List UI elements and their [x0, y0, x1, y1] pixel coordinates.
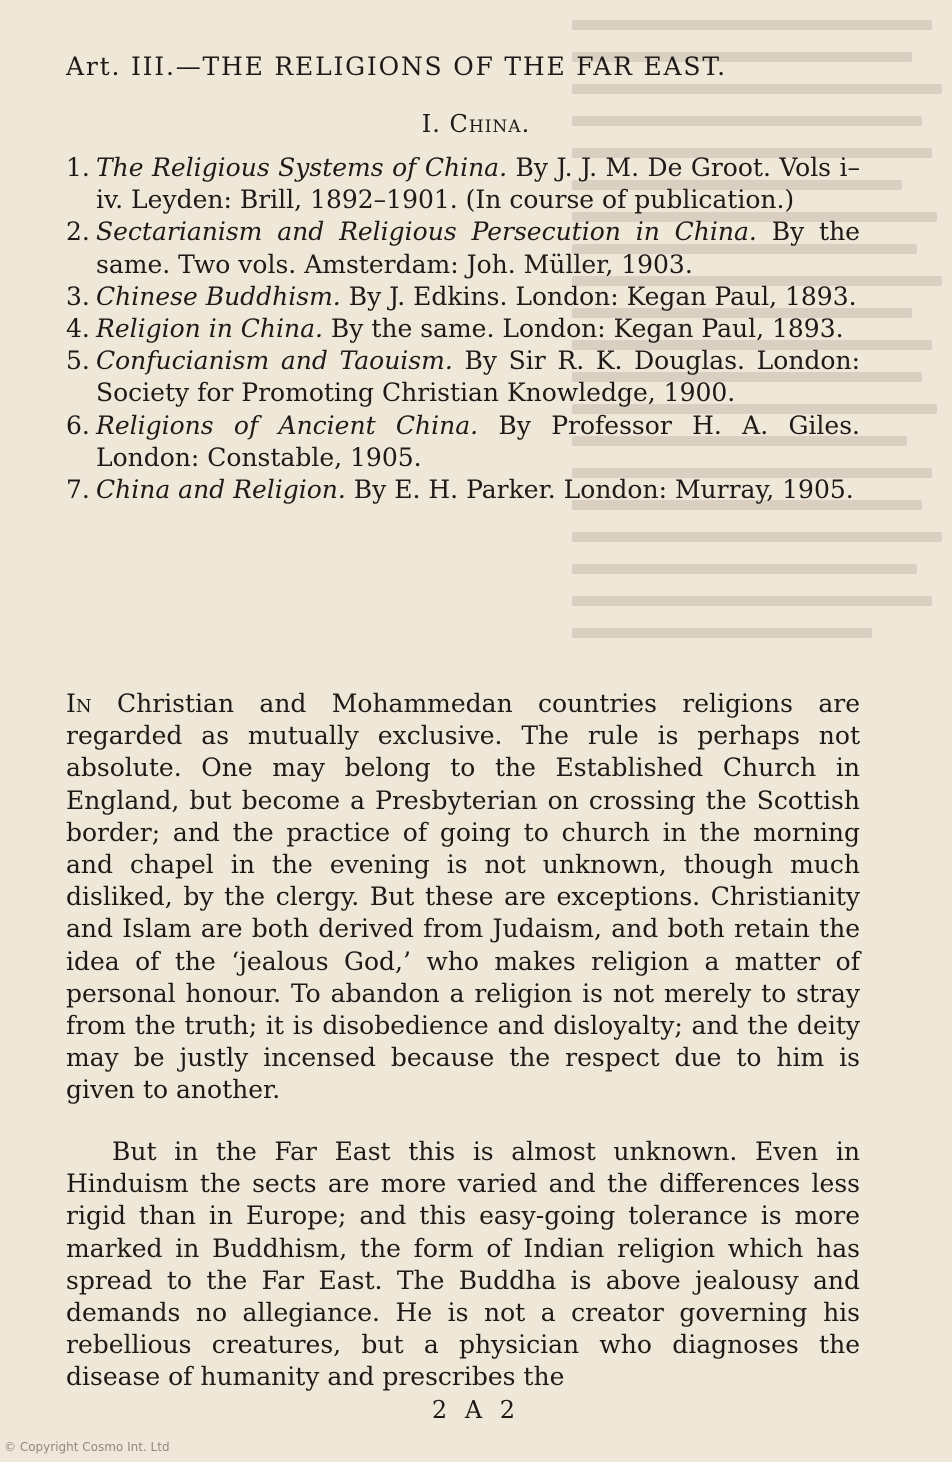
reference-item [66, 152, 860, 216]
reference-details: By Sir R. K. Douglas. London: Society for Promoting Christian Knowledge, 1900. [96, 346, 860, 408]
reference-item [66, 345, 860, 409]
reference-details: By J. J. M. De Groot. Vols i–iv. Leyden: Brill, 1892–1901. (In course of publication.) [96, 153, 860, 215]
article-title: Art. III.—THE RELIGIONS OF THE FAR EAST. [66, 52, 727, 81]
reference-number: 3. [66, 281, 90, 311]
reference-title: China and Religion. [96, 475, 346, 505]
reference-item [66, 474, 860, 506]
reference-details: By J. Edkins. London: Kegan Paul, 1893. [340, 281, 857, 311]
section-numeral: I. [421, 110, 441, 138]
reference-number: 5. [66, 346, 90, 376]
reference-title: The Religious Systems of China. [96, 153, 508, 182]
paragraph-lead-word: In [66, 689, 92, 718]
reference-number: 6. [66, 410, 90, 440]
reference-title: Religion in China. [96, 314, 323, 344]
copyright-watermark: © Copyright Cosmo Int. Ltd [4, 1440, 170, 1454]
paragraph-text: Christian and Mohammedan countries religions are regarded as mutually exclusive. The rule is perhaps not absolute. One may belong to the Established Church in England, but become a Presbyterian on crossing the Scottish border; and the practice of going to church in the morning and chapel in the evening is not unknown, though much disliked, by the clergy. But these are exceptions. Christianity and Islam are both derived from Judaism, and both retain the idea of the ‘jealous God,’ who makes religion a matter of personal honour. To abandon a religion is not merely to stray from the truth; it is disobedience and disloyalty; and the deity may be justly incensed because the respect due to him is given to another. [66, 689, 860, 1105]
reference-number: 7. [66, 475, 90, 505]
reference-number: 1. [66, 153, 90, 182]
reference-item [66, 216, 860, 280]
reference-title: Confucianism and Taouism. [96, 346, 453, 376]
reference-title: Sectarianism and Religious Persecution in China. [96, 217, 757, 247]
reference-details: By Professor H. A. Giles. London: Constable, 1905. [96, 410, 860, 472]
page-signature: 2 A 2 [431, 1396, 521, 1424]
reference-item [66, 281, 860, 313]
reference-title: Religions of Ancient China. [96, 410, 479, 440]
reference-details: By the same. London: Kegan Paul, 1893. [322, 314, 844, 344]
reference-item [66, 410, 860, 474]
reference-details: By the same. Two vols. Amsterdam: Joh. Müller, 1903. [96, 217, 860, 279]
reference-number: 4. [66, 314, 90, 344]
reference-details: By E. H. Parker. London: Murray, 1905. [345, 475, 854, 505]
reference-item [66, 313, 860, 345]
body-paragraph-2: But in the Far East this is almost unknown. Even in Hinduism the sects are more varied and the differences less rigid than in Europe; and this easy-going tolerance is more marked in Buddhism, the form of Indian religion which has spread to the Far East. The Buddha is above jealousy and demands no allegiance. He is not a creator governing his rebellious creatures, but a physician who diagnoses the disease of humanity and prescribes the [66, 1137, 860, 1392]
reference-number: 2. [66, 217, 90, 247]
body-paragraph-1 [66, 688, 860, 1107]
section-name: China. [449, 110, 531, 138]
reference-list [66, 152, 860, 506]
reference-title: Chinese Buddhism. [96, 281, 341, 311]
section-heading [0, 110, 952, 138]
